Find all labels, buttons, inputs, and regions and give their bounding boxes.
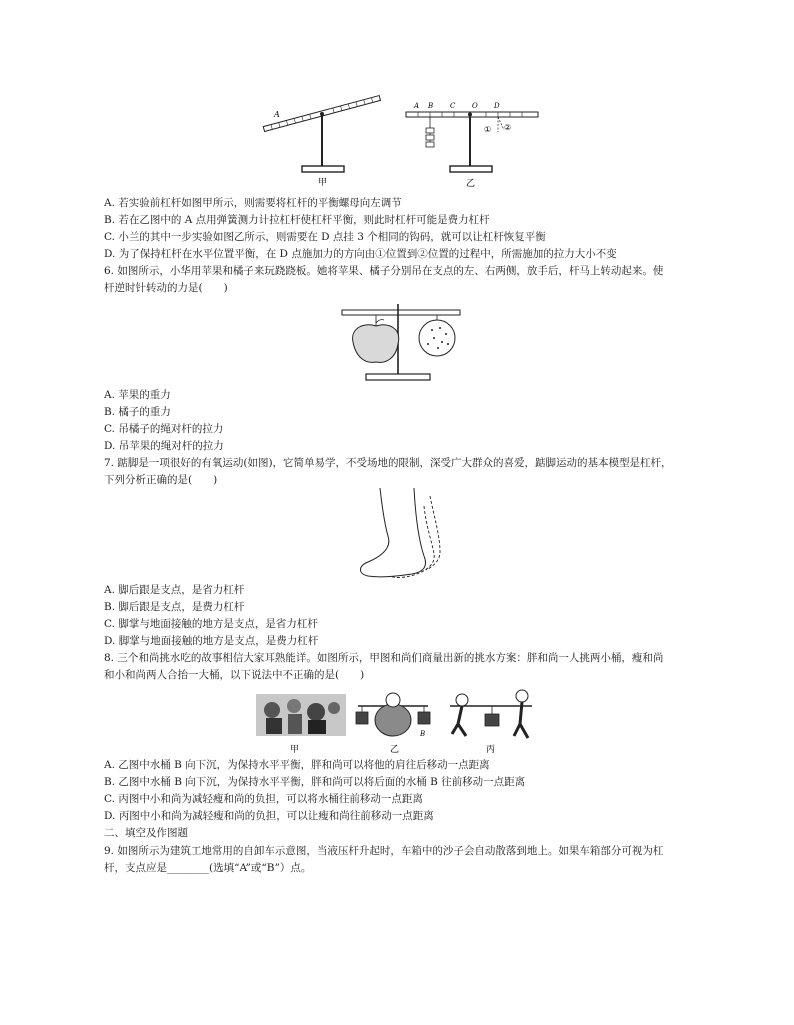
figure-caption-jia: 甲 — [290, 745, 300, 754]
q8-option-b: B. 乙图中水桶 B 向下沉，为保持水平平衡，胖和尚可以将后面的水桶 B 往前移动一点距离 — [104, 776, 526, 788]
point-label: B — [428, 102, 434, 110]
q7-stem-line2: 下列分析正确的是( ) — [104, 474, 218, 486]
q7-option-a: A. 脚后跟是支点，是省力杠杆 — [104, 584, 245, 596]
q6-stem-line1: 6. 如图所示，小华用苹果和橘子来玩跷跷板。她将苹果、橘子分别吊在支点的左、右两侧，放手后，杆马上转动起来。使 — [104, 265, 664, 277]
point-label: D — [494, 102, 500, 110]
q6-option-c: C. 吊橘子的绳对杆的拉力 — [104, 423, 224, 435]
figure-caption-yi: 乙 — [390, 745, 400, 754]
q9-line1: 9. 如图所示为建筑工地常用的自卸车示意图，当液压杆升起时，车箱中的沙子会自动散落到地上。如果车箱部分可视为杠 — [104, 845, 664, 857]
lever-figure-yi — [404, 98, 544, 190]
q8-stem-line2: 和小和尚两人合抬一大桶，以下说法中不正确的是( ) — [104, 669, 365, 681]
q8-stem-line1: 8. 三个和尚挑水吃的故事相信大家耳熟能详。如图所示，甲图和尚们商量出新的挑水方案：胖和尚一人挑两小桶，瘦和尚 — [104, 652, 664, 664]
point-label: C — [450, 102, 456, 110]
figure-caption-jia: 甲 — [318, 178, 328, 188]
q7-stem-line1: 7. 踮脚是一项很好的有氧运动(如图)，它简单易学，不受场地的限制，深受广大群众的喜爱，踮脚运动的基本模型是杠杆， — [104, 457, 672, 469]
q6-option-a: A. 苹果的重力 — [104, 389, 171, 401]
q9-line2: 杆，支点应是________(选填“A”或“B”）点。 — [104, 862, 312, 874]
q7-option-c: C. 脚掌与地面接触的地方是支点，是省力杠杆 — [104, 618, 318, 630]
figure-caption-bing: 丙 — [486, 745, 496, 754]
bucket-B-label: B — [420, 730, 426, 738]
q5-option-d: D. 为了保持杠杆在水平位置平衡，在 D 点施加力的方向由①位置到②位置的过程中，所需施加的拉力大小不变 — [104, 248, 617, 260]
point-A-label: A — [274, 110, 280, 119]
q6-option-d: D. 吊苹果的绳对杆的拉力 — [104, 440, 224, 452]
q8-option-c: C. 丙图中小和尚为减轻瘦和尚的负担，可以将水桶往前移动一点距离 — [104, 793, 423, 805]
seesaw-apple-orange-figure — [338, 302, 466, 386]
q5-option-b: B. 若在乙图中的 A 点用弹簧测力计拉杠杆使杠杆平衡，则此时杠杆可能是费力杠杆 — [104, 214, 490, 226]
q7-option-d: D. 脚掌与地面接触的地方是支点，是费力杠杆 — [104, 635, 319, 647]
tiptoe-foot-figure — [354, 486, 450, 582]
direction-2-label: ② — [504, 123, 512, 132]
q7-option-b: B. 脚后跟是支点，是费力杠杆 — [104, 601, 245, 613]
q8-option-a: A. 乙图中水桶 B 向下沉，为保持水平平衡，胖和尚可以将他的肩往后移动一点距离 — [104, 759, 490, 771]
figure-caption-yi: 乙 — [466, 179, 476, 189]
lever-figure-jia — [262, 84, 392, 190]
q5-option-a: A. 若实验前杠杆如图甲所示，则需要将杠杆的平衡螺母向左调节 — [104, 197, 402, 209]
point-label: A — [414, 102, 420, 110]
section-title: 二、填空及作图题 — [104, 827, 188, 839]
q6-option-b: B. 橘子的重力 — [104, 406, 171, 418]
direction-1-label: ① — [484, 125, 492, 134]
q8-option-d: D. 丙图中小和尚为减轻瘦和尚的负担，可以让瘦和尚往前移动一点距离 — [104, 810, 434, 822]
q5-option-c: C. 小兰的其中一步实验如图乙所示，则需要在 D 点挂 3 个相同的钩码，就可以让杠杆恢复平衡 — [104, 231, 546, 243]
three-monks-figure — [252, 684, 552, 754]
point-label: O — [472, 102, 478, 110]
q6-stem-line2: 杆逆时针转动的力是( ) — [104, 282, 228, 294]
